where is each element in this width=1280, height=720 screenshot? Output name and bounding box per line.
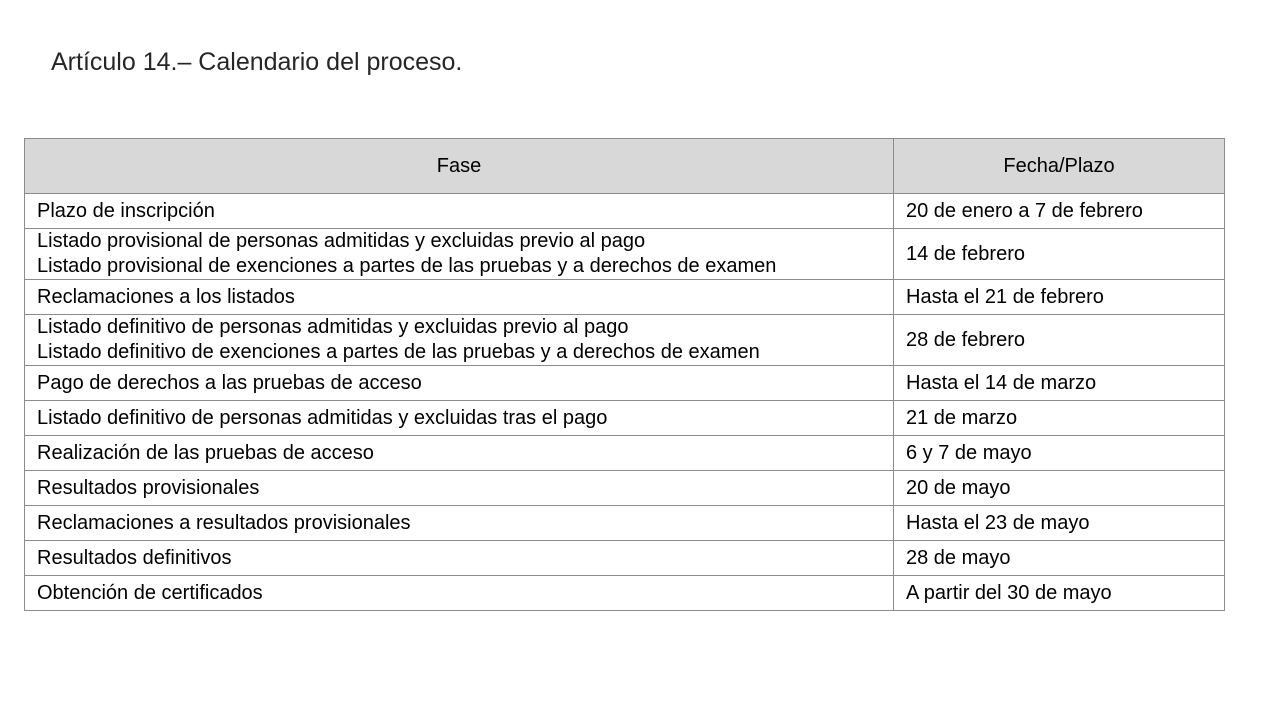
fecha-cell: 6 y 7 de mayo <box>894 436 1225 471</box>
fase-cell <box>25 280 894 315</box>
calendar-table <box>24 138 1225 611</box>
fecha-cell: Hasta el 23 de mayo <box>894 506 1225 541</box>
column-header-fecha: Fecha/Plazo <box>894 139 1225 194</box>
table-row <box>25 541 1225 576</box>
table-row <box>25 471 1225 506</box>
fecha-cell: Hasta el 14 de marzo <box>894 366 1225 401</box>
fecha-cell: Hasta el 21 de febrero <box>894 280 1225 315</box>
page-title: Artículo 14.– Calendario del proceso. <box>51 48 463 76</box>
table-row <box>25 194 1225 229</box>
fase-text: Plazo de inscripción <box>37 199 215 222</box>
fase-text: Listado definitivo de personas admitidas y excluidas tras el pago <box>37 406 608 429</box>
fecha-cell: 21 de marzo <box>894 401 1225 436</box>
fase-cell <box>25 436 894 471</box>
fase-text: Reclamaciones a los listados <box>37 285 295 308</box>
fase-text: Resultados provisionales <box>37 476 260 499</box>
fase-text: Reclamaciones a resultados provisionales <box>37 511 411 534</box>
fecha-cell: 14 de febrero <box>894 229 1225 280</box>
fase-cell <box>25 229 894 280</box>
fase-text: Listado provisional de exenciones a partes de las pruebas y a derechos de examen <box>37 255 777 277</box>
fase-text: Obtención de certificados <box>37 581 263 604</box>
fase-cell <box>25 401 894 436</box>
fase-text: Realización de las pruebas de acceso <box>37 441 374 464</box>
table-row <box>25 280 1225 315</box>
fase-cell <box>25 315 894 366</box>
table-row <box>25 401 1225 436</box>
fecha-cell: 28 de mayo <box>894 541 1225 576</box>
fecha-cell: 28 de febrero <box>894 315 1225 366</box>
table-row <box>25 229 1225 280</box>
fecha-cell: 20 de enero a 7 de febrero <box>894 194 1225 229</box>
fecha-cell: A partir del 30 de mayo <box>894 576 1225 611</box>
table-header-row <box>25 139 1225 194</box>
table-row <box>25 436 1225 471</box>
column-header-fase: Fase <box>25 139 894 194</box>
fase-text: Resultados definitivos <box>37 546 232 569</box>
fase-cell <box>25 194 894 229</box>
fase-cell <box>25 506 894 541</box>
table-row <box>25 576 1225 611</box>
fase-text: Listado definitivo de exenciones a partes de las pruebas y a derechos de examen <box>37 341 760 363</box>
table-row <box>25 506 1225 541</box>
fase-text: Pago de derechos a las pruebas de acceso <box>37 371 422 394</box>
fase-cell <box>25 366 894 401</box>
fase-text: Listado provisional de personas admitidas y excluidas previo al pago <box>37 230 646 252</box>
fecha-cell: 20 de mayo <box>894 471 1225 506</box>
table-row <box>25 315 1225 366</box>
fase-cell <box>25 576 894 611</box>
fase-text: Listado definitivo de personas admitidas y excluidas previo al pago <box>37 316 629 338</box>
fase-cell <box>25 471 894 506</box>
table-row <box>25 366 1225 401</box>
fase-cell <box>25 541 894 576</box>
